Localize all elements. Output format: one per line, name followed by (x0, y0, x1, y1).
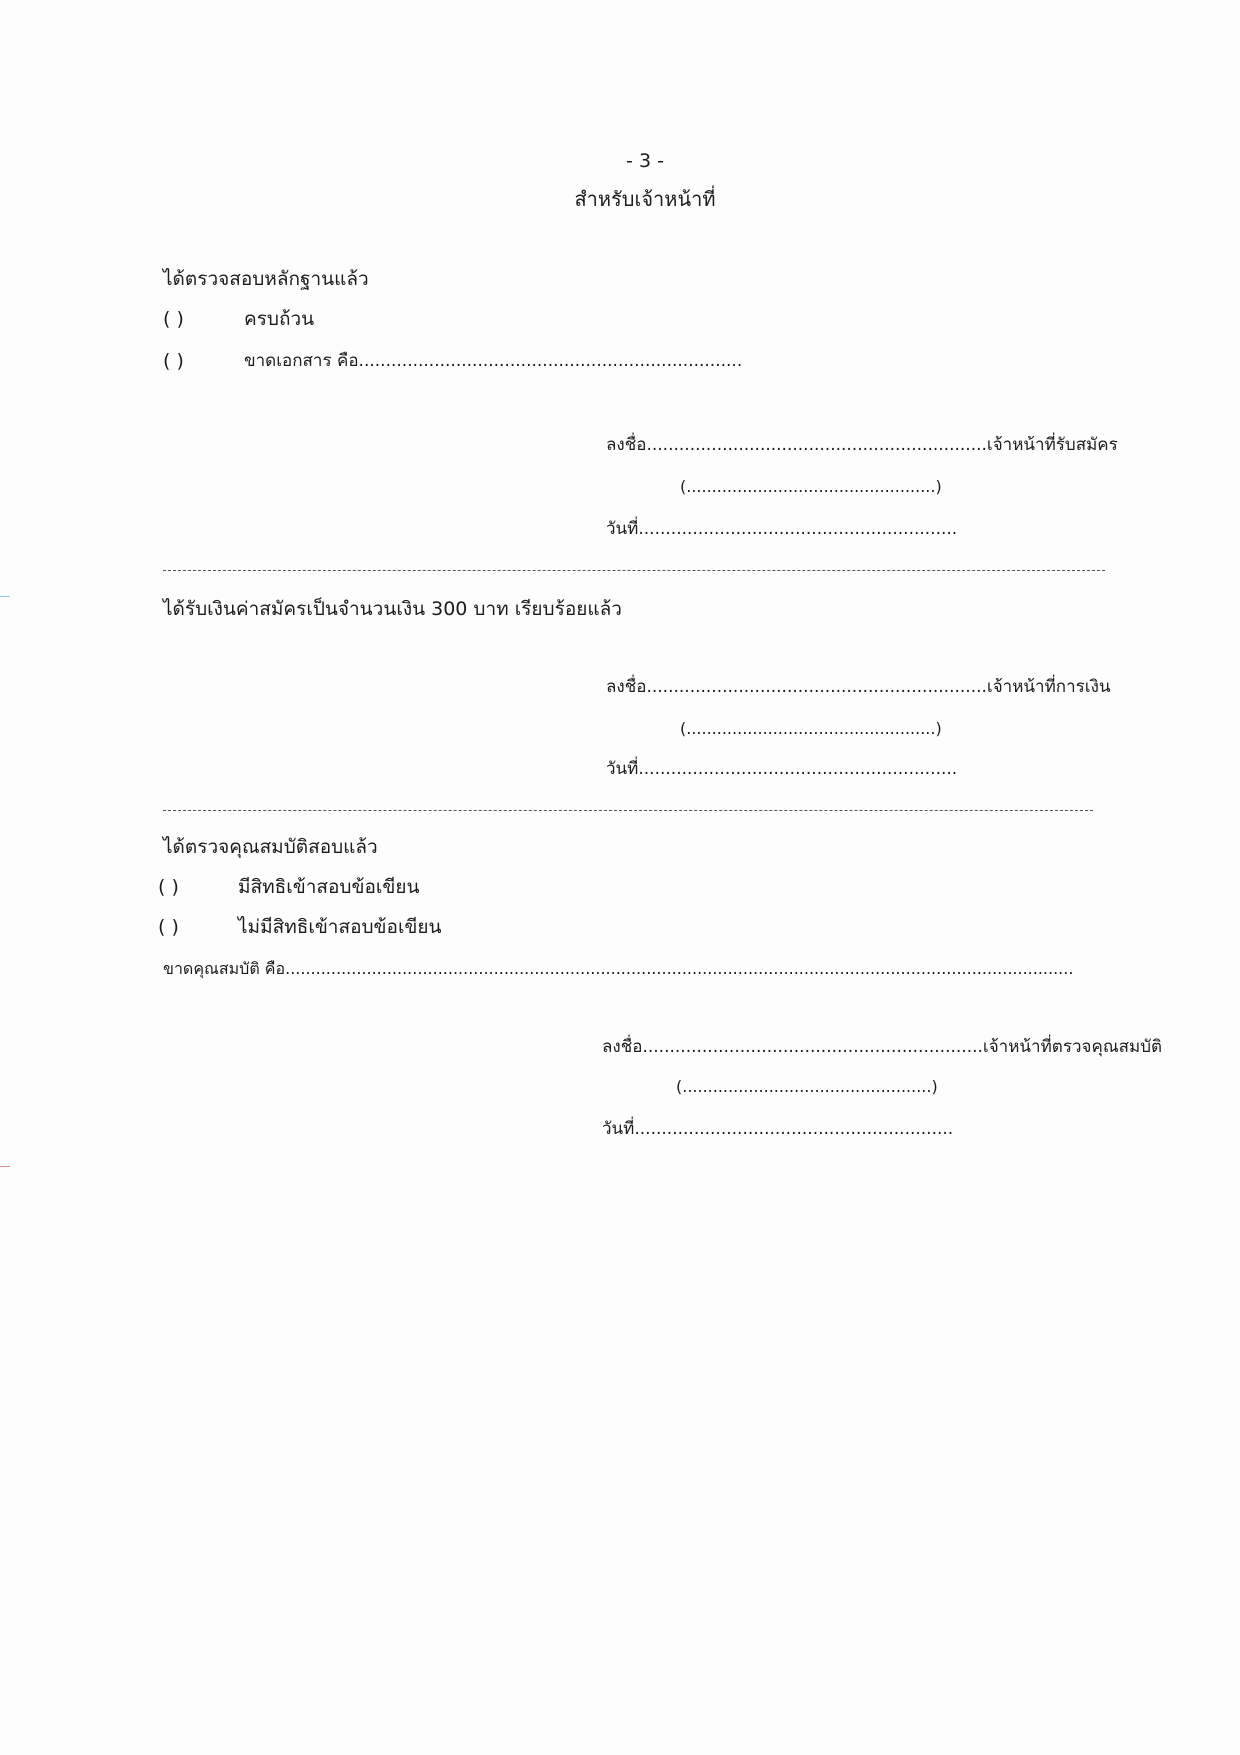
page-title: สำหรับเจ้าหน้าที่ (574, 187, 716, 211)
checkbox-complete[interactable]: ( ) (163, 308, 184, 330)
checkbox-eligible[interactable]: ( ) (158, 876, 179, 898)
qualification-officer-name-line: (.................................................) (676, 1077, 938, 1096)
section-divider-2 (163, 810, 1093, 811)
finance-date-line: วันที่........................................................... (606, 759, 958, 779)
qualification-check-heading: ได้ตรวจคุณสมบัติสอบแล้ว (163, 836, 378, 858)
registrar-name-line: (.................................................) (680, 477, 942, 496)
fee-received-heading: ได้รับเงินค่าสมัครเป็นจำนวนเงิน 300 บาท เรียบร้อยแล้ว (163, 598, 622, 620)
evidence-check-heading: ได้ตรวจสอบหลักฐานแล้ว (163, 268, 369, 290)
qualification-officer-signature-line: ลงชื่อ...............................................................เจ้าหน้าที่ตรวจคุณสมบัติ (602, 1037, 1163, 1057)
option-eligible-label: มีสิทธิเข้าสอบข้อเขียน (238, 876, 420, 898)
qualification-officer-date-line: วันที่........................................................... (602, 1119, 954, 1139)
section-divider-1 (163, 570, 1105, 571)
page-number: - 3 - (626, 150, 664, 172)
option-missing-docs-label: ขาดเอกสาร คือ....................................................................... (244, 351, 743, 371)
finance-name-line: (.................................................) (680, 719, 942, 738)
finance-signature-line: ลงชื่อ...............................................................เจ้าหน้าที่การเงิน (606, 677, 1111, 697)
registrar-signature-line: ลงชื่อ...............................................................เจ้าหน้าที่รับสมัคร (606, 435, 1118, 455)
checkbox-missing-docs[interactable]: ( ) (163, 350, 184, 372)
scan-edge-mark (0, 1166, 10, 1167)
checkbox-ineligible[interactable]: ( ) (158, 916, 179, 938)
scan-edge-mark (0, 596, 10, 597)
option-ineligible-label: ไม่มีสิทธิเข้าสอบข้อเขียน (238, 916, 442, 938)
lacking-qualification-line: ขาดคุณสมบัติ คือ........................................................................................................................................................... (163, 959, 1074, 978)
option-complete-label: ครบถ้วน (244, 308, 315, 330)
registrar-date-line: วันที่........................................................... (606, 519, 958, 539)
